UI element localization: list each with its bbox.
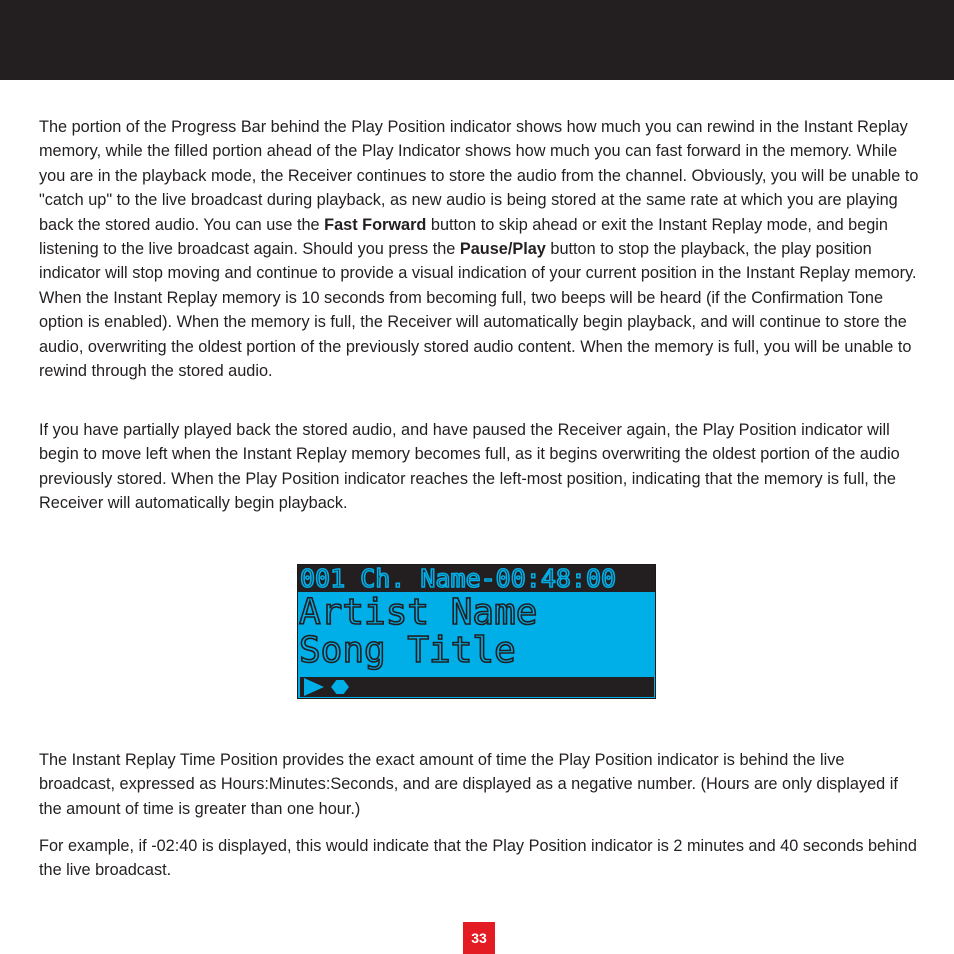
play-position-indicator-icon: [331, 680, 349, 694]
text-run: The portion of the Progress Bar behind the Play Position indicator shows how much you can rewind in the Instant Replay memory, while the filled portion ahead of the Play Indicator shows how much you can fast forward in the memory. While you are in the playback mode, the Receiver continues to store the audio from the channel. Obviously, you will be unable to "catch up" to the live broadcast during playback, as new audio is being stored at the same rate at which you are playing back the stored audio. You can use the: [39, 118, 919, 234]
paragraph-example: For example, if -02:40 is displayed, this would indicate that the Play Position indicator is 2 minutes and 40 seconds behind the live broadcast.: [39, 837, 917, 880]
text-run: button to stop the playback, the play position indicator will stop moving and continue to provide a visual indication of your current position in the Instant Replay memory. When the Instant Replay memory is 10 seconds from becoming full, two beeps will be heard (if the Confirmation Tone option is enabled). When the memory is full, the Receiver will automatically begin playback, and will continue to store the audio, overwriting the oldest portion of the previously stored audio content. When the memory is full, you will be unable to rewind through the stored audio.: [39, 240, 917, 381]
lcd-song-title: Song Title: [299, 630, 516, 671]
page-number-badge: 33: [463, 922, 495, 954]
lcd-artist-name: Artist Name: [299, 592, 538, 633]
lcd-status-line: 001 Ch. Name-00:48:00: [300, 564, 617, 593]
header-bar: [0, 0, 954, 80]
paragraph-progress-bar: [39, 115, 919, 383]
bold-term: Fast Forward: [324, 215, 427, 234]
paragraph-time-position: The Instant Replay Time Position provides the exact amount of time the Play Position indicator is behind the live broadcast, expressed as Hours:Minutes:Seconds, and are displayed as a negative number. (Hours are only displayed if the amount of time is greater than one hour.): [39, 751, 898, 818]
play-icon: [304, 678, 324, 696]
text-run: button to skip ahead or exit the Instant Replay mode, and begin listening to the live broadcast again. Should you press the: [39, 215, 888, 259]
lcd-progress-bar: [300, 677, 654, 697]
bold-term: Pause/Play: [459, 240, 546, 259]
receiver-lcd-display: [297, 564, 656, 699]
paragraph-memory-full: If you have partially played back the stored audio, and have paused the Receiver again, the Play Position indicator will begin to move left when the Instant Replay memory becomes full, as it begins overwriting the oldest portion of the audio previously stored. When the Play Position indicator reaches the left-most position, indicating that the memory is full, the Receiver will automatically begin playback.: [39, 421, 900, 513]
